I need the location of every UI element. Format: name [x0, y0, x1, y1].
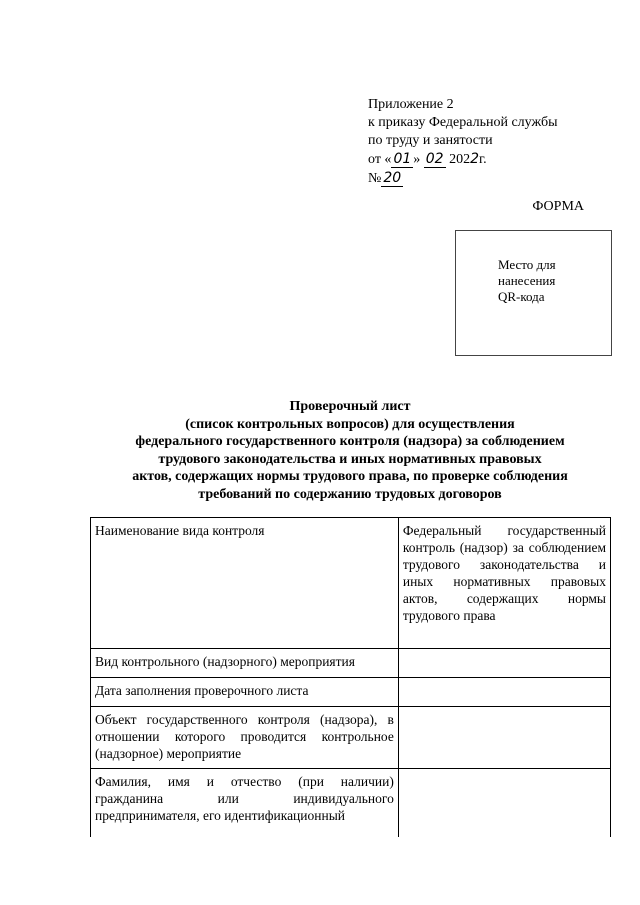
- appendix-line-1: Приложение 2: [368, 97, 454, 112]
- table-cell-value: Федеральный государственный контроль (надзор) за соблюдением трудового законодательства и иных нормативных правовых актов, содержащих нормы трудового права: [398, 518, 610, 649]
- checklist-info-table: [90, 517, 611, 849]
- handwritten-day: 01: [393, 151, 412, 167]
- appendix-line-2: к приказу Федеральной службы: [368, 115, 558, 130]
- table-cell-label: Фамилия, имя и отчество (при наличии) гражданина или индивидуального предпринимателя, его идентификационный: [91, 769, 399, 849]
- form-label: ФОРМА: [532, 199, 584, 214]
- table-row: [91, 649, 611, 678]
- handwritten-number: 20: [383, 170, 402, 186]
- title-line-3: федерального государственного контроля (надзора) за соблюдением: [135, 434, 565, 449]
- table-cell-value[interactable]: [398, 678, 610, 707]
- year-prefix: 202: [449, 152, 471, 167]
- handwritten-year-digit: 2: [470, 151, 480, 167]
- date-prefix: от «: [368, 152, 392, 167]
- qr-placeholder-text: [498, 257, 556, 305]
- document-title: [60, 398, 640, 503]
- date-mid: »: [413, 152, 421, 167]
- title-line-2: (список контрольных вопросов) для осуществления: [185, 416, 515, 432]
- table-row: [91, 518, 611, 649]
- title-line-1: Проверочный лист: [289, 399, 411, 414]
- table-cell-label: Дата заполнения проверочного листа: [91, 678, 399, 707]
- table-cell-value[interactable]: [398, 707, 610, 769]
- appendix-header: [368, 96, 608, 188]
- handwritten-month: 02: [425, 151, 444, 167]
- table-cell-value[interactable]: [398, 649, 610, 678]
- qr-text-line-1: Место для: [498, 257, 556, 272]
- year-suffix: г.: [479, 152, 487, 167]
- appendix-line-3: по труду и занятости: [368, 133, 493, 148]
- qr-text-line-2: нанесения: [498, 273, 556, 288]
- page-bottom-margin: [90, 837, 612, 905]
- table-row: [91, 678, 611, 707]
- qr-code-placeholder: [455, 230, 612, 356]
- title-line-5: актов, содержащих нормы трудового права, по проверке соблюдения: [132, 469, 568, 484]
- number-prefix: №: [368, 171, 382, 186]
- qr-text-line-3: QR-кода: [498, 289, 545, 304]
- table-cell-label: Вид контрольного (надзорного) мероприятия: [91, 649, 399, 678]
- title-line-4: трудового законодательства и иных нормативных правовых: [158, 451, 542, 467]
- table-cell-label: Наименование вида контроля: [91, 518, 399, 649]
- appendix-date-line: [368, 150, 608, 169]
- title-line-6: требований по содержанию трудовых договоров: [198, 486, 502, 502]
- table-cell-label: Объект государственного контроля (надзора), в отношении которого проводится контрольное (надзорное) мероприятие: [91, 707, 399, 769]
- appendix-number-line: [368, 169, 608, 188]
- table-row: [91, 707, 611, 769]
